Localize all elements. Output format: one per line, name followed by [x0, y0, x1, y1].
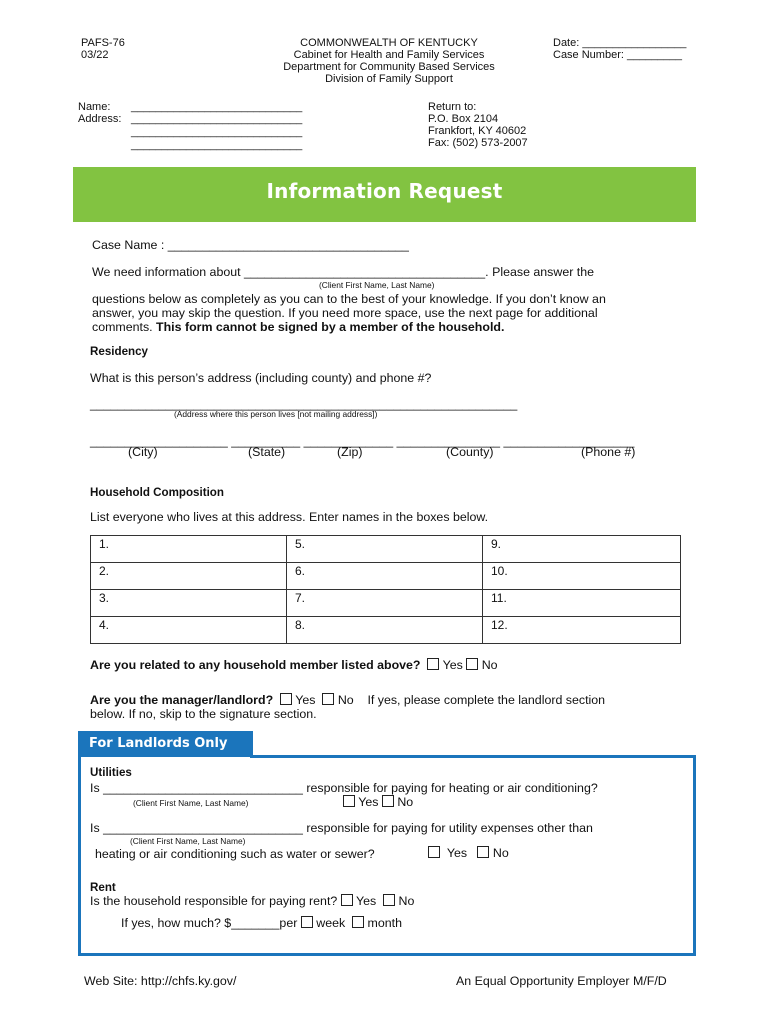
utility-no-label: No: [492, 846, 509, 860]
address-field-1[interactable]: ____________________________: [131, 113, 303, 125]
heating-yes-checkbox[interactable]: [343, 795, 355, 807]
location-fields-line[interactable]: ____________________ __________ _____________ _______________ ___________________: [90, 434, 635, 448]
rent-yes-checkbox[interactable]: [341, 894, 353, 906]
manager-note: If yes, please complete the landlord section: [367, 693, 606, 707]
address-label: Address:: [78, 113, 122, 125]
household-cell[interactable]: 12.: [483, 617, 681, 644]
utilities-q1-caption: (Client First Name, Last Name): [133, 798, 249, 808]
address-caption: (Address where this person lives [not mailing address]): [174, 409, 378, 419]
rent-heading: Rent: [90, 881, 116, 894]
rent-question-row: [90, 894, 414, 908]
footer-website: Web Site: http://chfs.ky.gov/: [84, 974, 237, 988]
week-checkbox[interactable]: [301, 916, 313, 928]
week-label: week: [316, 916, 346, 930]
utility-no-checkbox[interactable]: [477, 846, 489, 858]
footer-employer: An Equal Opportunity Employer M/F/D: [456, 974, 667, 988]
month-label: month: [367, 916, 402, 930]
household-cell[interactable]: 10.: [483, 563, 681, 590]
address-field-2[interactable]: ____________________________: [131, 126, 303, 138]
rent-question: Is the household responsible for paying rent?: [90, 894, 338, 908]
household-cell[interactable]: 1.: [91, 536, 287, 563]
intro-paragraph-line-3: [92, 320, 504, 334]
household-heading: Household Composition: [90, 486, 224, 499]
city-caption: (City): [128, 445, 158, 459]
manager-no-checkbox[interactable]: [322, 693, 334, 705]
landlord-section-tab: [78, 731, 253, 757]
utilities-question-1[interactable]: Is _____________________________ responsible for paying for heating or air conditioning?: [90, 781, 598, 795]
return-fax: Fax: (502) 573-2007: [428, 137, 528, 149]
table-row: [91, 536, 681, 563]
manager-yes-label: Yes: [295, 693, 316, 707]
state-caption: (State): [248, 445, 286, 459]
household-cell[interactable]: 2.: [91, 563, 287, 590]
client-name-caption: (Client First Name, Last Name): [319, 280, 435, 290]
intro-paragraph-line-1: questions below as completely as you can to the best of your knowledge. If you don’t know an: [92, 292, 606, 306]
manager-question-row: [90, 693, 605, 707]
signing-restriction: This form cannot be signed by a member of the household.: [156, 320, 505, 334]
agency-line-4: Division of Family Support: [325, 73, 453, 85]
utilities-q1-answers: [343, 795, 413, 809]
related-question: Are you related to any household member listed above?: [90, 658, 421, 672]
related-question-row: [90, 658, 498, 672]
intro-paragraph-plain: comments.: [92, 320, 157, 334]
heating-yes-label: Yes: [358, 795, 379, 809]
intro-paragraph-line-2: answer, you may skip the question. If you need more space, use the next page for additional: [92, 306, 598, 320]
residency-heading: Residency: [90, 345, 148, 358]
heating-no-checkbox[interactable]: [382, 795, 394, 807]
case-number-field[interactable]: Case Number: _________: [553, 49, 683, 61]
table-row: [91, 617, 681, 644]
utility-yes-checkbox[interactable]: [428, 846, 440, 858]
address-line-field[interactable]: ______________________________________________________________: [90, 397, 518, 411]
utilities-q2-caption: (Client First Name, Last Name): [130, 836, 246, 846]
household-cell[interactable]: 11.: [483, 590, 681, 617]
heating-no-label: No: [397, 795, 414, 809]
form-id: PAFS-76: [81, 37, 125, 49]
case-name-field[interactable]: Case Name : ___________________________________: [92, 238, 409, 252]
utilities-q2-continued: heating or air conditioning such as water or sewer?: [95, 847, 375, 861]
table-row: [91, 563, 681, 590]
utility-yes-label: Yes: [446, 846, 468, 860]
agency-line-2: Cabinet for Health and Family Services: [293, 49, 485, 61]
rent-amount-row: [121, 916, 402, 930]
county-caption: (County): [446, 445, 494, 459]
agency-line-1: COMMONWEALTH OF KENTUCKY: [300, 37, 478, 49]
agency-line-3: Department for Community Based Services: [283, 61, 495, 73]
landlord-tab-label: For Landlords Only: [89, 736, 228, 751]
household-cell[interactable]: 6.: [287, 563, 483, 590]
manager-note-2: below. If no, skip to the signature section.: [90, 707, 317, 721]
table-row: [91, 590, 681, 617]
related-no-label: No: [481, 658, 498, 672]
related-no-checkbox[interactable]: [466, 658, 478, 670]
return-to-label: Return to:: [428, 101, 477, 113]
household-instruction: List everyone who lives at this address. Enter names in the boxes below.: [90, 510, 489, 524]
household-cell[interactable]: 8.: [287, 617, 483, 644]
title-banner: [73, 167, 696, 222]
zip-caption: (Zip): [337, 445, 363, 459]
household-cell[interactable]: 3.: [91, 590, 287, 617]
residency-question: What is this person’s address (including county) and phone #?: [90, 371, 432, 385]
manager-question: Are you the manager/landlord?: [90, 693, 274, 707]
address-field-3[interactable]: ____________________________: [131, 139, 303, 151]
date-field[interactable]: Date: _________________: [553, 37, 687, 49]
manager-no-label: No: [337, 693, 354, 707]
rent-no-label: No: [398, 894, 415, 908]
household-cell[interactable]: 5.: [287, 536, 483, 563]
household-cell[interactable]: 4.: [91, 617, 287, 644]
rent-no-checkbox[interactable]: [383, 894, 395, 906]
return-city: Frankfort, KY 40602: [428, 125, 527, 137]
utilities-heading: Utilities: [90, 766, 132, 779]
name-label: Name:: [78, 101, 111, 113]
household-cell[interactable]: 9.: [483, 536, 681, 563]
page-title: Information Request: [266, 179, 503, 203]
manager-yes-checkbox[interactable]: [280, 693, 292, 705]
household-cell[interactable]: 7.: [287, 590, 483, 617]
related-yes-label: Yes: [442, 658, 463, 672]
return-po-box: P.O. Box 2104: [428, 113, 499, 125]
need-info-line[interactable]: We need information about ___________________________________. Please answer the: [92, 265, 595, 279]
related-yes-checkbox[interactable]: [427, 658, 439, 670]
phone-caption: (Phone #): [581, 445, 636, 459]
rent-amount-field[interactable]: If yes, how much? $_______per: [121, 916, 298, 930]
rent-yes-label: Yes: [355, 894, 377, 908]
form-date: 03/22: [81, 49, 109, 61]
month-checkbox[interactable]: [352, 916, 364, 928]
utilities-q2-answers: [428, 846, 509, 860]
household-table: [90, 535, 681, 644]
utilities-question-2[interactable]: Is _____________________________ responsible for paying for utility expenses other than: [90, 821, 593, 835]
name-field[interactable]: ____________________________: [131, 101, 303, 113]
